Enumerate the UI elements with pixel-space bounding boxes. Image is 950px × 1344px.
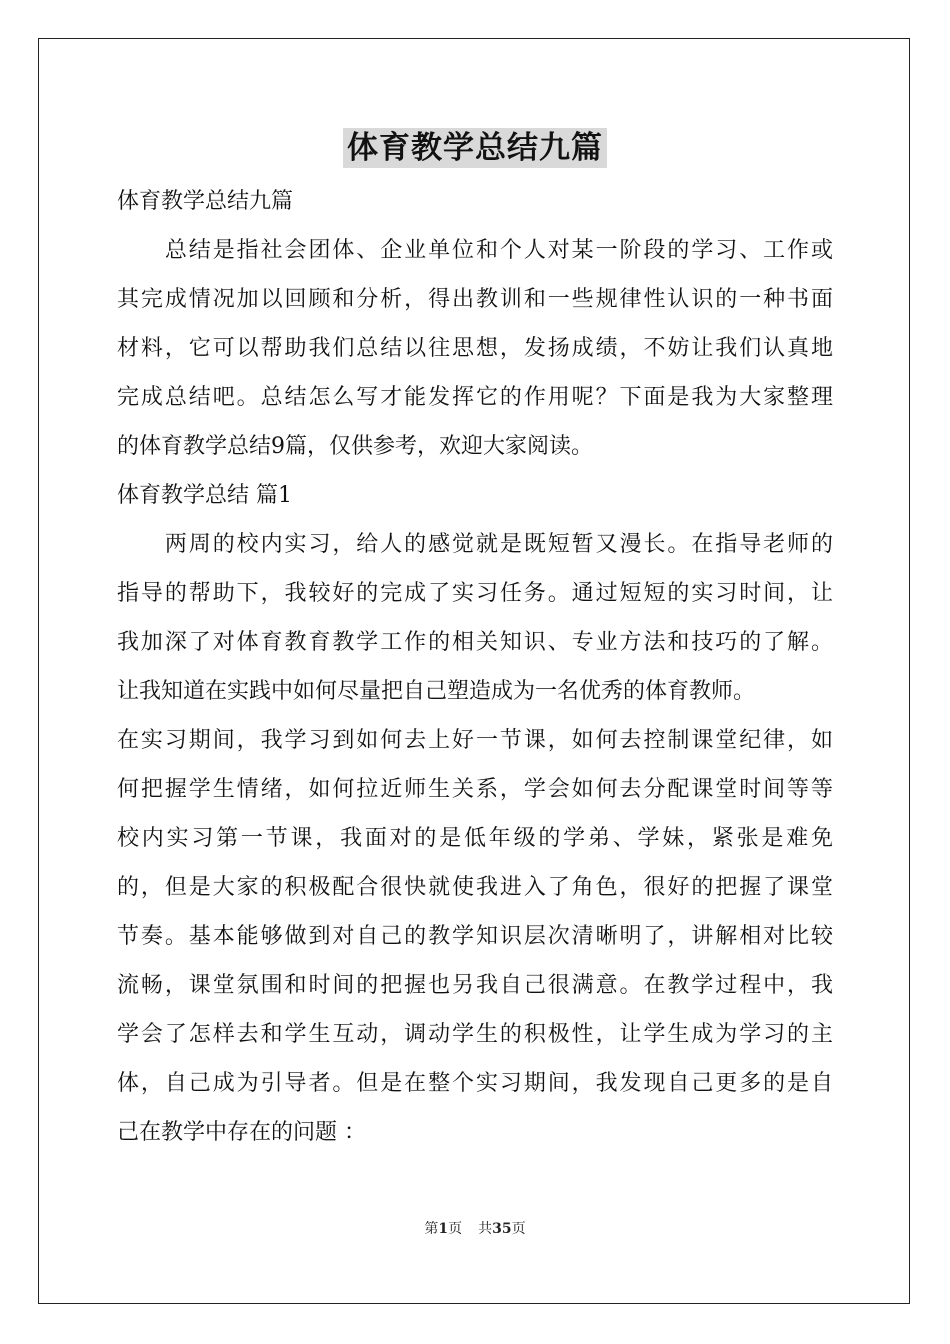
page-current: 1 bbox=[438, 1221, 449, 1237]
intro-line: 材料，它可以帮助我们总结以往思想，发扬成绩，不妨让我们认真地 bbox=[117, 336, 833, 361]
page-footer bbox=[0, 1220, 950, 1238]
page-total: 35 bbox=[492, 1221, 512, 1237]
title-container bbox=[0, 128, 950, 168]
body-line: 己在教学中存在的问题 ： bbox=[117, 1120, 366, 1145]
body-line: 学会了怎样去和学生互动，调动学生的积极性，让学生成为学习的主 bbox=[117, 1022, 833, 1047]
body-line: 两周的校内实习，给人的感觉就是既短暂又漫长。在指导老师的 bbox=[117, 532, 833, 557]
document-body bbox=[117, 177, 833, 1157]
body-line: 体，自己成为引导者。但是在整个实习期间，我发现自己更多的是自 bbox=[117, 1071, 833, 1096]
section-heading: 体育教学总结 篇1 bbox=[117, 483, 292, 508]
body-line: 节奏。基本能够做到对自己的教学知识层次清晰明了，讲解相对比较 bbox=[117, 924, 833, 949]
intro-line: 完成总结吧。总结怎么写才能发挥它的作用呢？下面是我为大家整理 bbox=[117, 385, 833, 410]
body-line: 指导的帮助下，我较好的完成了实习任务。通过短短的实习时间，让 bbox=[117, 581, 833, 606]
document-subtitle: 体育教学总结九篇 bbox=[117, 189, 294, 214]
body-line: 校内实习第一节课，我面对的是低年级的学弟、学妹，紧张是难免 bbox=[117, 826, 833, 851]
intro-line: 总结是指社会团体、企业单位和个人对某一阶段的学习、工作或 bbox=[117, 238, 833, 263]
document-title: 体育教学总结九篇 bbox=[343, 128, 607, 168]
body-line: 何把握学生情绪，如何拉近师生关系，学会如何去分配课堂时间等等 bbox=[117, 777, 833, 802]
body-line: 的，但是大家的积极配合很快就使我进入了角色，很好的把握了课堂 bbox=[117, 875, 833, 900]
body-line: 让我知道在实践中如何尽量把自己塑造成为一名优秀的体育教师。 bbox=[117, 679, 756, 704]
intro-line: 其完成情况加以回顾和分析，得出教训和一些规律性认识的一种书面 bbox=[117, 287, 833, 312]
body-line: 我加深了对体育教育教学工作的相关知识、专业方法和技巧的了解。 bbox=[117, 630, 833, 655]
page-prefix: 第 bbox=[424, 1221, 439, 1237]
total-prefix: 共 bbox=[478, 1221, 493, 1237]
body-line: 在实习期间，我学习到如何去上好一节课，如何去控制课堂纪律，如 bbox=[117, 728, 833, 753]
total-suffix: 页 bbox=[511, 1221, 526, 1237]
intro-line: 的体育教学总结9篇，仅供参考，欢迎大家阅读。 bbox=[117, 434, 593, 459]
body-line: 流畅，课堂氛围和时间的把握也另我自己很满意。在教学过程中，我 bbox=[117, 973, 833, 998]
page-suffix: 页 bbox=[448, 1221, 463, 1237]
